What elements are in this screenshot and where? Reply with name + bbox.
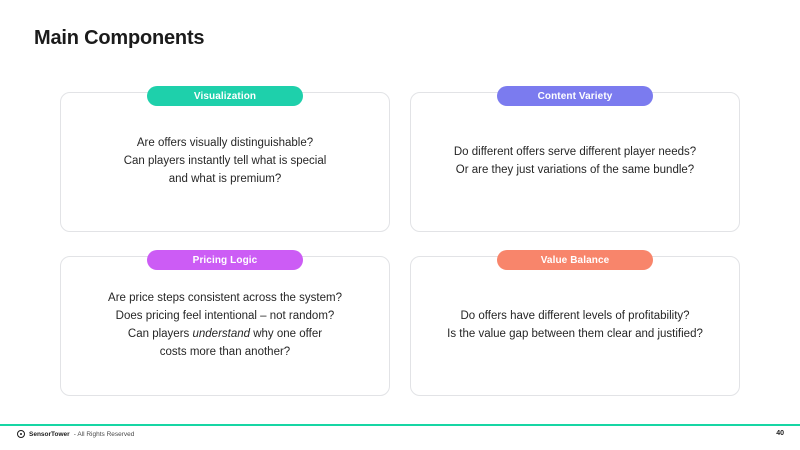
card-value-balance [410,250,740,396]
card-visualization-pill-label: Visualization [193,90,257,102]
card-value-balance-pill-label: Value Balance [540,254,610,266]
card-content-variety-body [410,92,740,232]
card-content-variety [410,86,740,232]
card-visualization-body [60,92,390,232]
card-pricing-logic-line-2: Does pricing feel intentional – not random? [115,310,335,323]
card-pricing-logic-line-3-pre: Can players [127,328,193,340]
card-content-variety-pill-label: Content Variety [537,90,613,102]
card-pricing-logic-line-3-post: why one offer [250,328,323,340]
card-value-balance-line-1: Do offers have different levels of profitability? [460,310,690,323]
card-pricing-logic-pill-label: Pricing Logic [192,254,258,266]
card-pricing-logic [60,250,390,396]
footer [0,426,800,450]
card-visualization-line-1: Are offers visually distinguishable? [136,137,314,150]
footer-brand-label: SensorTower [29,430,70,438]
card-content-variety-pill [497,86,653,106]
card-visualization-pill [147,86,303,106]
card-pricing-logic-line-1: Are price steps consistent across the system? [108,292,342,305]
card-pricing-logic-pill [147,250,303,270]
page-title: Main Components [34,27,205,49]
page-number: 40 [776,430,784,437]
footer-rights-label: - All Rights Reserved [73,430,135,438]
card-content-variety-line-1: Do different offers serve different player needs? [453,146,697,159]
card-visualization-line-3: and what is premium? [168,172,282,185]
components-grid [60,86,740,396]
card-visualization-line-2: Can players instantly tell what is special [123,155,327,168]
card-value-balance-body [410,256,740,396]
card-pricing-logic-line-3 [108,326,342,344]
card-content-variety-line-2: Or are they just variations of the same bundle? [455,164,695,176]
sensor-tower-logo-icon [17,430,25,438]
card-pricing-logic-body [60,256,390,396]
card-visualization [60,86,390,232]
card-value-balance-line-2: Is the value gap between them clear and justified? [447,328,703,340]
footer-brand-group [17,430,134,438]
card-value-balance-pill [497,250,653,270]
card-pricing-logic-line-4: costs more than another? [159,345,291,358]
card-pricing-logic-emphasis: understand [192,328,251,340]
